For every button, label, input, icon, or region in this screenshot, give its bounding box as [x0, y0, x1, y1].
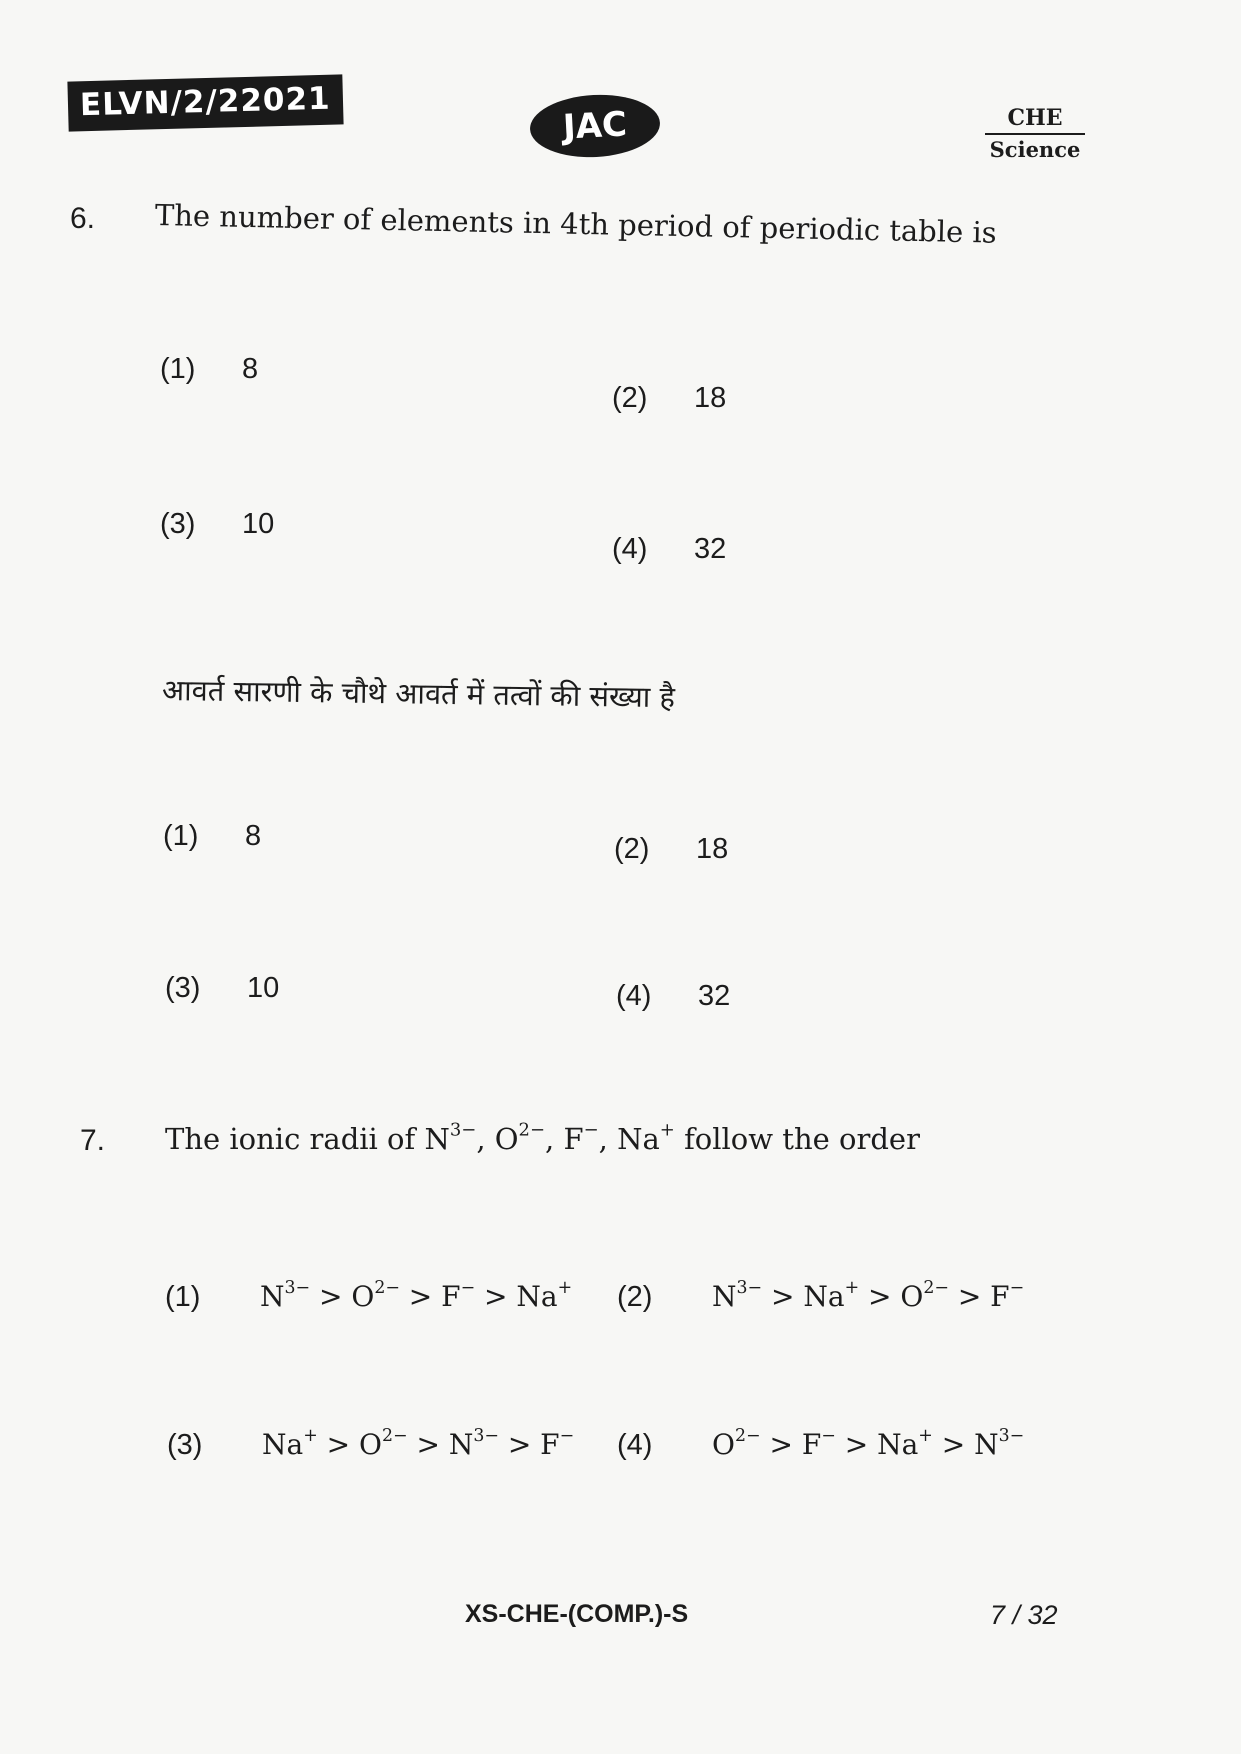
question-6-text-hi: आवर्त सारणी के चौथे आवर्त में तत्वों की संख्या है: [161, 673, 676, 715]
option-label: (1): [163, 820, 199, 852]
q6-hi-option-1: [163, 820, 261, 853]
question-7-text-suffix: follow the order: [684, 1122, 920, 1156]
footer-paper-code: XS-CHE-(COMP.)-S: [465, 1600, 689, 1628]
q7-option-2: (2) $N^{3-} > Na^+ > O^{2-} > F^-$: [617, 1277, 1025, 1313]
board-logo: [528, 92, 661, 161]
subject-name: Science: [989, 137, 1081, 162]
q6-hi-option-3: [165, 972, 279, 1005]
option-value: 10: [247, 972, 280, 1004]
option-label: (1): [165, 1281, 201, 1313]
q7-option-1: (1) $N^{3-} > O^{2-} > F^- > Na^+$: [165, 1277, 573, 1313]
option-label: (4): [612, 533, 648, 565]
option-label: (2): [617, 1281, 653, 1313]
q7-option-4: (4) $O^{2-} > F^- > Na^+ > N^{3-}$: [617, 1425, 1025, 1461]
option-value: 10: [242, 508, 275, 540]
option-value: 8: [242, 353, 259, 385]
q7-option-3: (3) $Na^+ > O^{2-} > N^{3-} > F^-$: [167, 1425, 575, 1461]
question-7-text: The ionic radii of $N^{3-}$, $O^{2-}$, F−, Na+ follow the order: [165, 1119, 920, 1156]
question-7-number: 7.: [80, 1124, 106, 1157]
option-label: (3): [167, 1429, 203, 1461]
q6-en-option-1: [160, 353, 258, 386]
q6-hi-option-4: [616, 980, 730, 1013]
option-value: 18: [696, 833, 729, 865]
option-value: 32: [698, 980, 731, 1012]
board-logo-text: JAC: [562, 104, 628, 148]
option-value: 8: [245, 820, 262, 852]
question-6-number: 6.: [70, 202, 96, 235]
question-7-text-prefix: The ionic radii of: [165, 1122, 416, 1156]
option-label: (4): [616, 980, 652, 1012]
paper-code-badge: ELVN/2/22021: [67, 74, 343, 131]
subject-label: [985, 105, 1085, 162]
q6-en-option-2: [612, 382, 726, 415]
option-label: (2): [614, 833, 650, 865]
option-label: (2): [612, 382, 648, 414]
subject-code: CHE: [985, 105, 1085, 135]
option-value: 18: [694, 382, 727, 414]
q6-hi-option-2: [614, 833, 728, 866]
option-label: (3): [165, 972, 201, 1004]
q6-en-option-4: [612, 533, 726, 566]
option-label: (4): [617, 1429, 653, 1461]
q6-en-option-3: [160, 508, 274, 541]
option-value: 32: [694, 533, 727, 565]
option-label: (1): [160, 353, 196, 385]
option-label: (3): [160, 508, 196, 540]
question-6-text-en: The number of elements in 4th period of periodic table is: [154, 198, 997, 250]
page-number: 7 / 32: [990, 1600, 1058, 1630]
